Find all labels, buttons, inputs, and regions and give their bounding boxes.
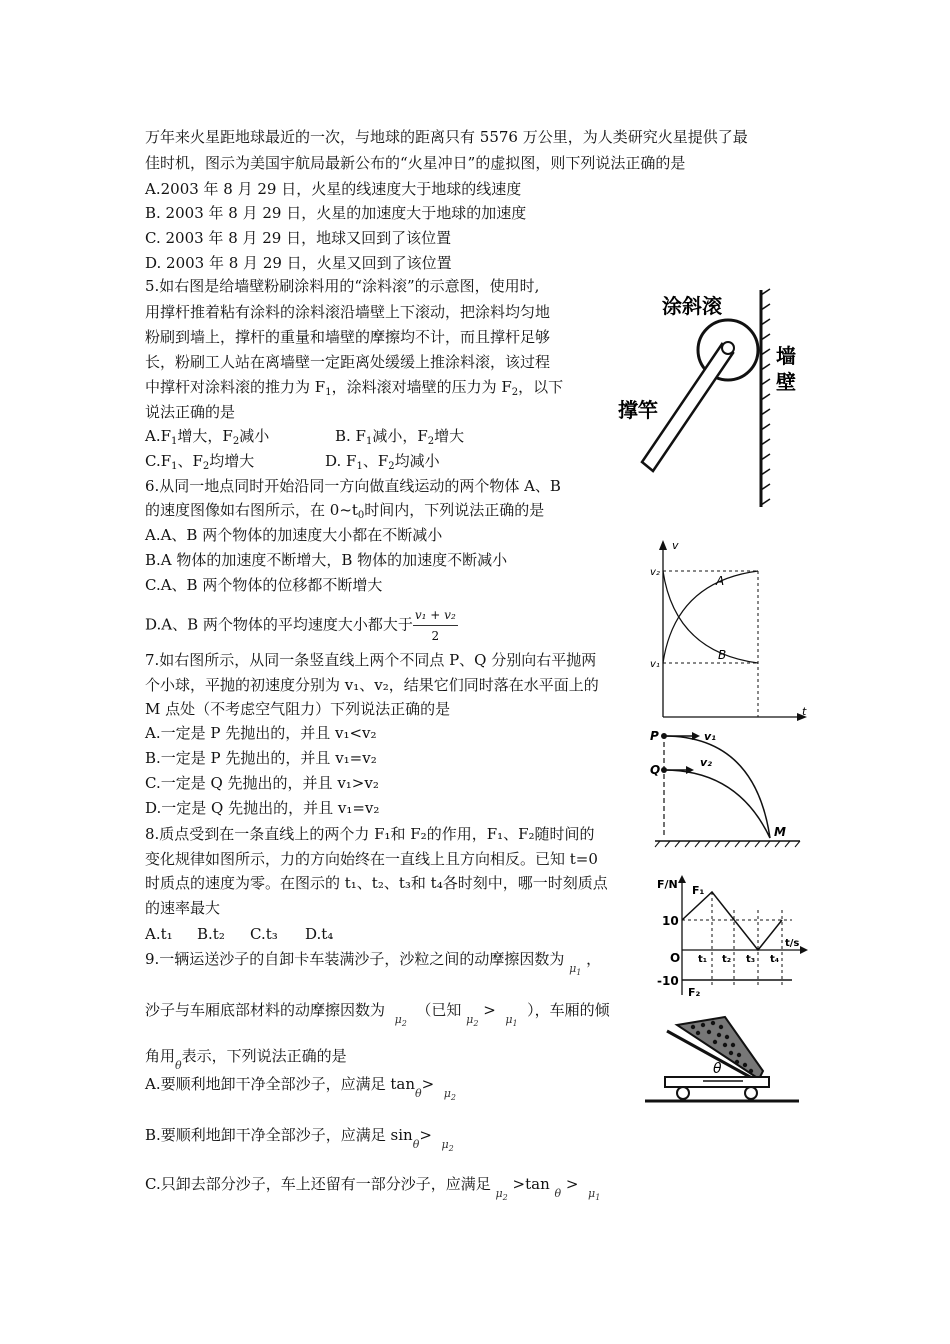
q8-line-2: 变化规律如图所示，力的方向始终在一直线上且方向相反。已知 t=0 xyxy=(145,850,598,868)
t3-label: t₃ xyxy=(746,954,756,965)
v2-label: v₂ xyxy=(700,756,712,769)
curve-b-label: B xyxy=(718,648,727,662)
q5-line-6: 说法正确的是 xyxy=(145,403,236,421)
q6-option-a: A.A、B 两个物体的加速度大小都在不断减小 xyxy=(145,526,443,544)
v2-label: v₂ xyxy=(650,567,660,578)
t2-label: t₂ xyxy=(722,954,732,965)
q7-line-2: 个小球，平抛的初速度分别为 v₁、v₂，结果它们同时落在水平面上的 xyxy=(145,676,599,694)
q4-option-c: C. 2003 年 8 月 29 日，地球又回到了该位置 xyxy=(145,229,452,247)
curve-a xyxy=(663,571,758,663)
roller-axle xyxy=(722,342,734,354)
minus-ten-label: -10 xyxy=(657,974,679,988)
t-axis-arrow xyxy=(800,946,808,954)
fn-label: F/N xyxy=(657,878,678,891)
t4-label: t₄ xyxy=(770,954,780,965)
q8-line-3: 时质点的速度为零。在图示的 t₁、t₂、t₃和 t₄各时刻中，哪一时刻质点 xyxy=(145,874,608,892)
mu1-symbol: μ1 xyxy=(569,962,582,977)
projectile-figure xyxy=(650,728,810,853)
q4-option-d: D. 2003 年 8 月 29 日，火星又回到了该位置 xyxy=(145,254,452,272)
q6-option-b: B.A 物体的加速度不断增大，B 物体的加速度不断减小 xyxy=(145,551,508,569)
q-label: Q xyxy=(650,763,661,777)
q9-option-c: C.只卸去部分沙子，车上还留有一部分沙子，应满足 $_{\mu_2}$ >tan $_\theta$ > $_{\mu_1}$ xyxy=(145,1175,601,1202)
q5-line-4: 长，粉刷工人站在离墙壁一定距离处缓缓上推涂料滚，该过程 xyxy=(145,353,551,371)
q7-line-1: 7.如右图所示，从同一条竖直线上两个不同点 P、Q 分别向右平抛两 xyxy=(145,651,597,669)
q4-option-a: A.2003 年 8 月 29 日，火星的线速度大于地球的线速度 xyxy=(145,180,522,198)
ts-label: t/s xyxy=(785,938,800,949)
force-time-graph xyxy=(652,870,812,1000)
average-velocity-fraction: $\frac{\text{v₁ + v₂}}{2}$ xyxy=(413,605,458,646)
q7-option-d: D.一定是 Q 先抛出的，并且 v₁=v₂ xyxy=(145,799,380,817)
v1-label: v₁ xyxy=(704,730,716,743)
q7-line-3: M 点处（不考虑空气阻力）下列说法正确的是 xyxy=(145,700,451,718)
p-label: P xyxy=(650,729,659,743)
q9-line-3: 角用$_\theta$表示，下列说法正确的是 xyxy=(145,1047,347,1072)
q9-line-1: 9.一辆运送沙子的自卸卡车装满沙子，沙粒之间的动摩擦因数为 $_{\mu_1}$ ， xyxy=(145,950,602,977)
v1-label: v₁ xyxy=(650,659,660,670)
wall-label-1: 墙 xyxy=(776,344,796,368)
t1-label: t₁ xyxy=(698,954,708,965)
q7-option-a: A.一定是 P 先抛出的，并且 v₁<v₂ xyxy=(145,724,377,742)
f1-line xyxy=(682,892,782,950)
v-axis-label: v xyxy=(672,539,679,552)
intro-line-2: 佳时机，图示为美国宇航局最新公布的“火星冲日”的虚拟图，则下列说法正确的是 xyxy=(145,154,686,172)
q8-option-c: C.t₃ xyxy=(250,925,278,943)
velocity-time-graph xyxy=(650,537,815,725)
q5-option-b: B. $F_1$减小，$F_2$增大 xyxy=(335,427,465,447)
curve-a-label: A xyxy=(716,574,725,588)
q7-option-b: B.一定是 P 先抛出的，并且 v₁=v₂ xyxy=(145,749,377,767)
trajectory-q xyxy=(664,770,770,838)
rear-wheel xyxy=(677,1087,689,1099)
curve-b xyxy=(663,571,758,663)
q6-line-2: 的速度图像如右图所示，在 $0\sim t_0$时间内，下列说法正确的是 xyxy=(145,501,545,521)
q8-option-b: B.t₂ xyxy=(197,925,225,943)
q6-option-d: D.A、B 两个物体的平均速度大小都大于 $\frac{\text{v₁ + v₂}}{2}$ xyxy=(145,605,458,646)
q9-option-b: B.要顺利地卸干净全部沙子，应满足 $\sin_\theta> _{\mu_2}$ xyxy=(145,1126,454,1153)
front-wheel xyxy=(745,1087,757,1099)
q5-option-d: D. $F_1$、$F_2$均减小 xyxy=(325,452,440,472)
q8-option-a: A.t₁ xyxy=(145,925,173,943)
q6-line-1: 6.从同一地点同时开始沿同一方向做直线运动的两个物体 A、B xyxy=(145,477,561,495)
q7-option-c: C.一定是 Q 先抛出的，并且 v₁>v₂ xyxy=(145,774,379,792)
q5-option-a: $A.F_1$增大，$F_2$减小 xyxy=(145,427,270,447)
q5-line-3: 粉刷到墙上，撑杆的重量和墙壁的摩擦均不计，而且撑杆足够 xyxy=(145,328,551,346)
pole-label: 撑竿 xyxy=(618,398,658,422)
wall-label-2: 壁 xyxy=(776,370,796,394)
intro-line-1: 万年来火星距地球最近的一次，与地球的距离只有 5576 万公里，为人类研究火星提供了最 xyxy=(145,128,748,146)
origin-label: O xyxy=(670,951,681,965)
q9-option-a: A.要顺利地卸干净全部沙子，应满足 $\tan_\theta> _{\mu_2}$ xyxy=(145,1075,457,1102)
q5-line-5: 中撑杆对涂料滚的推力为 $F_1$，涂料滚对墙壁的压力为 $F_2$，以下 xyxy=(145,378,564,398)
m-label: M xyxy=(774,825,786,839)
q5-option-c: $C.F_1$、$F_2$均增大 xyxy=(145,452,255,472)
theta-label: θ xyxy=(713,1061,722,1077)
q9-line-2: 沙子与车厢底部材料的动摩擦因数为 $_{\mu_2}$ （已知 $_{\mu_2}$ > $_{\mu_1}$ ），车厢的倾 xyxy=(145,1001,610,1028)
q5-line-1: 5.如右图是给墙壁粉刷涂料用的“涂料滚”的示意图，使用时, xyxy=(145,277,540,295)
roller-label: 涂斜滚 xyxy=(662,294,722,318)
q8-option-d: D.t₄ xyxy=(305,925,334,943)
dump-truck-figure xyxy=(643,1015,803,1111)
f1-label: F₁ xyxy=(692,884,705,897)
truck-chassis xyxy=(665,1077,769,1087)
q6-option-c: C.A、B 两个物体的位移都不断增大 xyxy=(145,576,383,594)
theta-symbol: θ xyxy=(175,1059,182,1072)
v-axis-arrow xyxy=(659,540,667,550)
q8-line-1: 8.质点受到在一条直线上的两个力 F₁和 F₂的作用，F₁、F₂随时间的 xyxy=(145,825,595,843)
f-axis-arrow xyxy=(678,875,686,883)
t-axis-label: t xyxy=(802,705,807,718)
q8-line-4: 的速率最大 xyxy=(145,899,221,917)
trajectory-p xyxy=(664,736,770,838)
f2-label: F₂ xyxy=(688,986,701,999)
q4-option-b: B. 2003 年 8 月 29 日，火星的加速度大于地球的加速度 xyxy=(145,204,527,222)
q5-line-2: 用撑杆推着粘有涂料的涂料滚沿墙壁上下滚动，把涂料均匀地 xyxy=(145,303,551,321)
paint-roller-figure xyxy=(610,285,810,510)
plus-ten-label: 10 xyxy=(662,914,679,928)
mu2-symbol: μ2 xyxy=(394,1013,407,1028)
ground-hatching xyxy=(655,841,800,847)
